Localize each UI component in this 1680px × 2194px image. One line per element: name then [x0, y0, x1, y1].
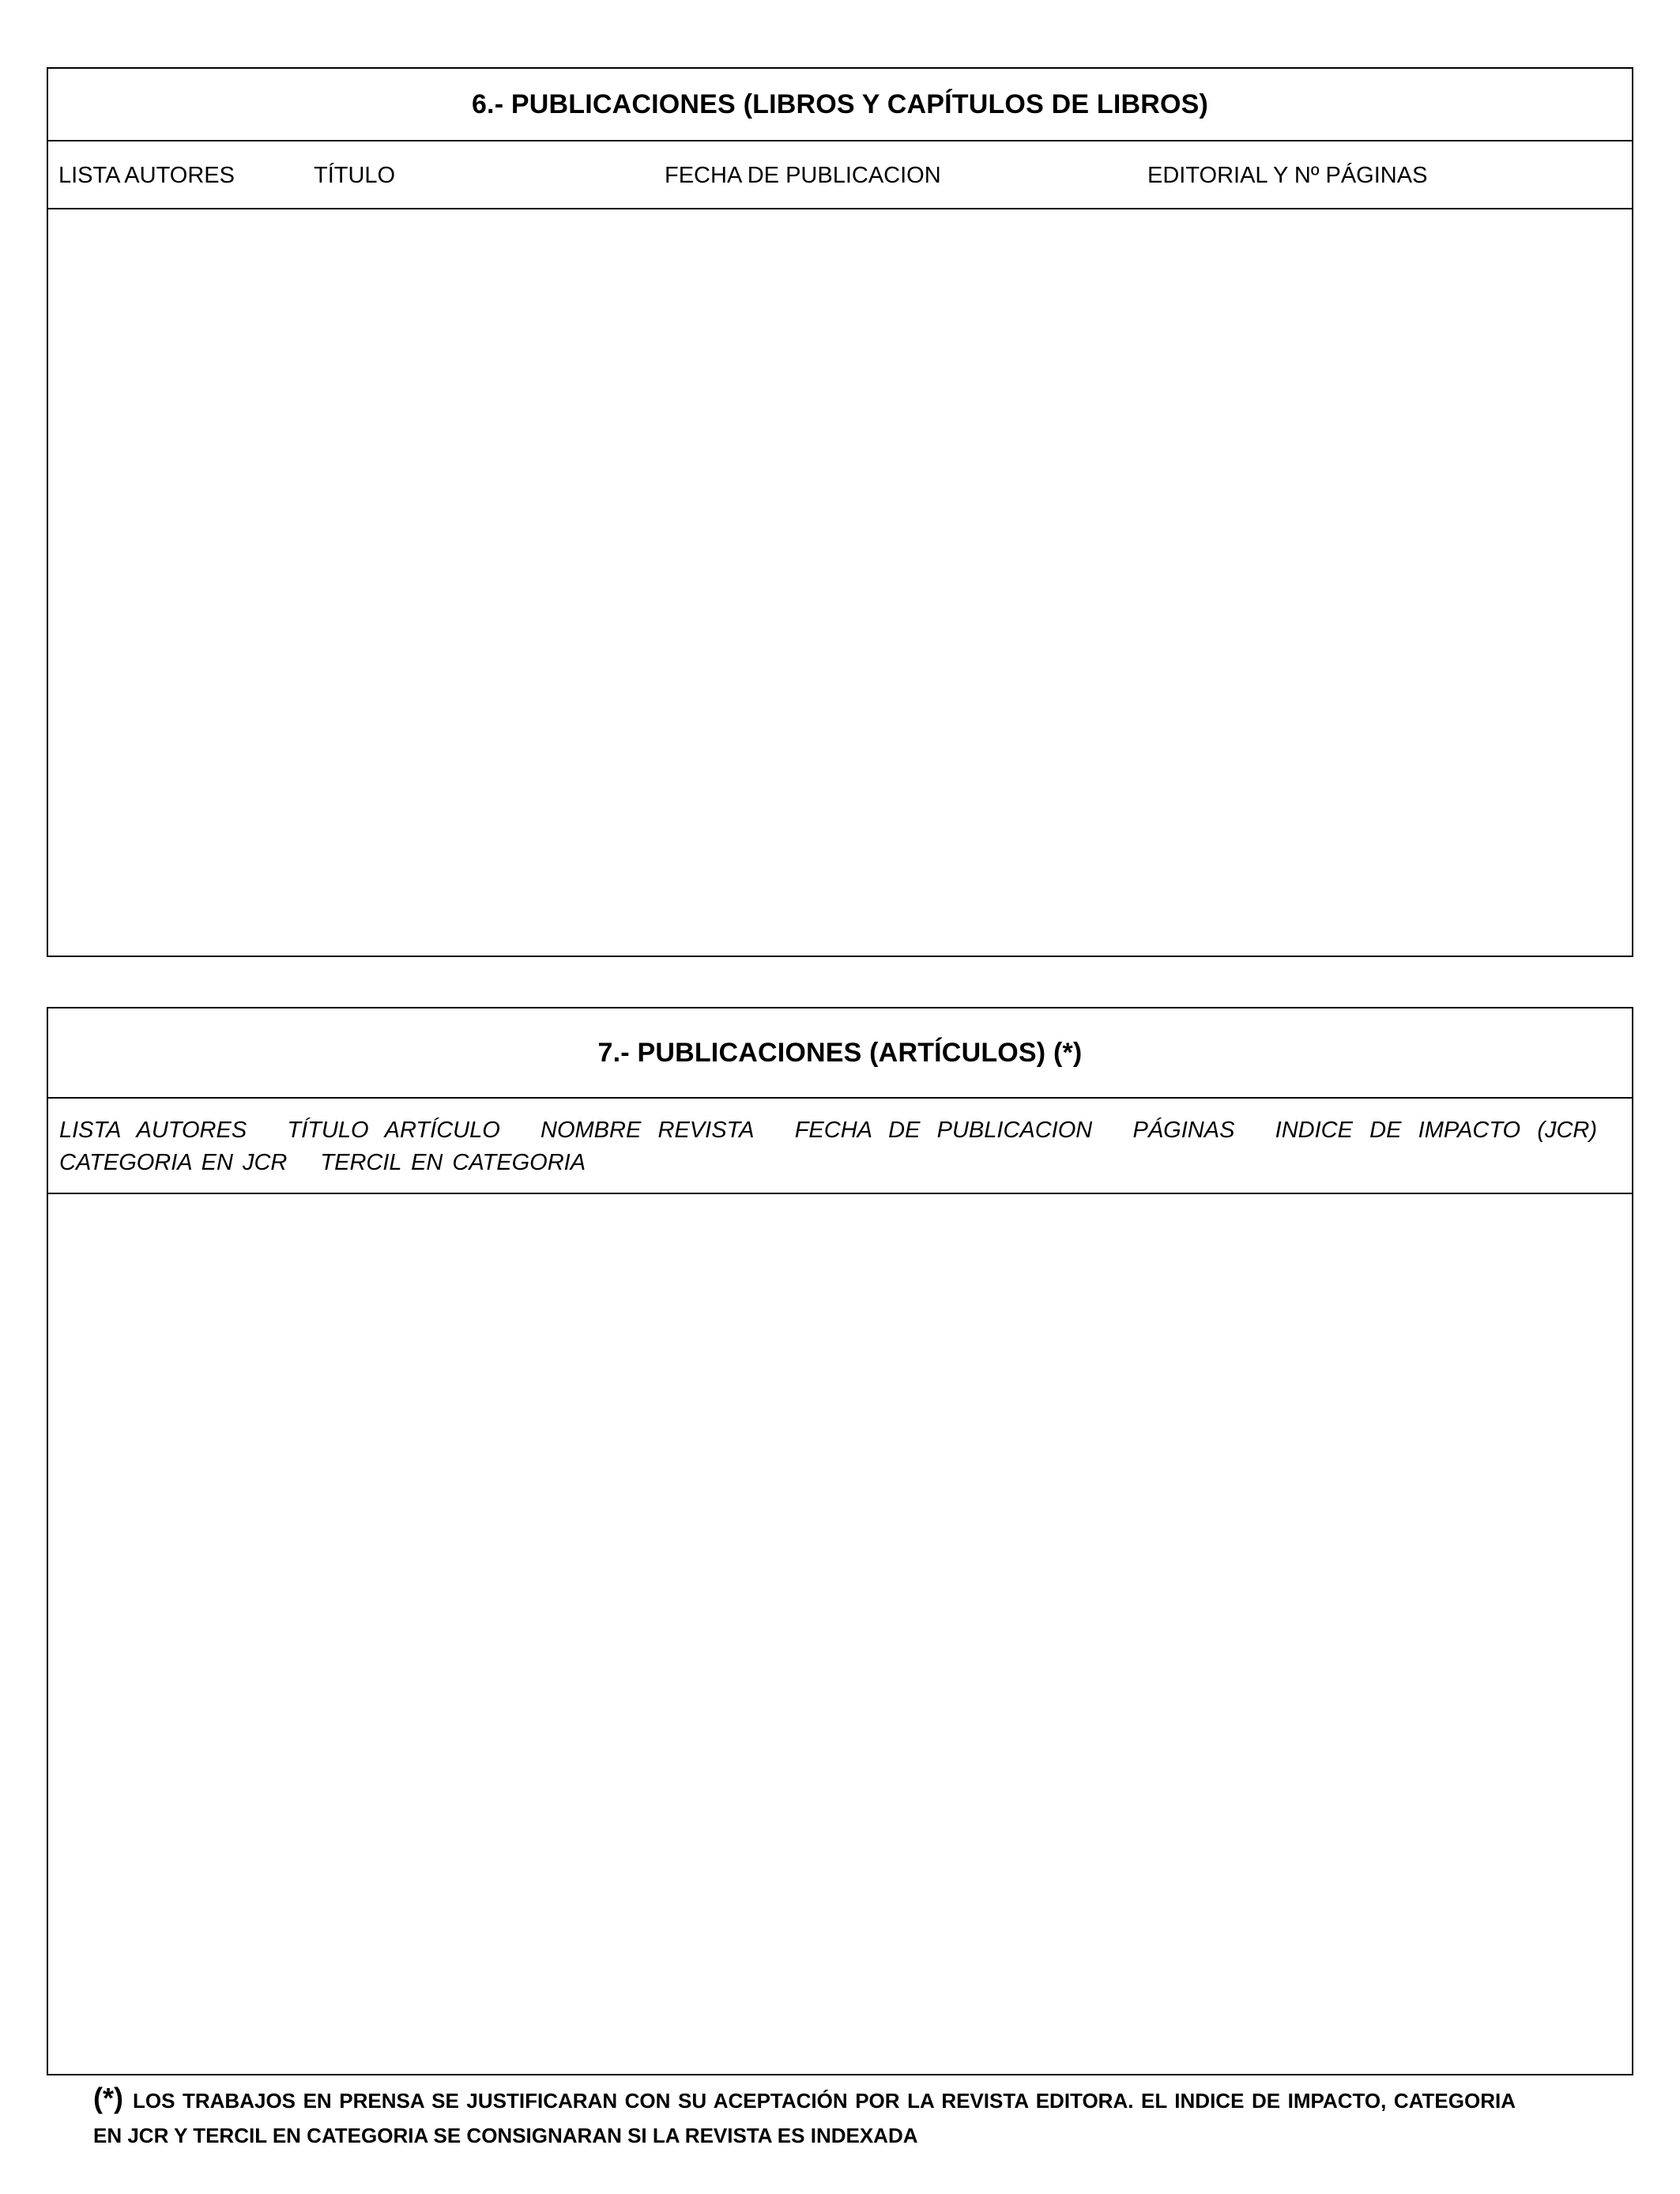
section-6-books	[47, 67, 1633, 957]
column-header-tercil-categoria: TERCIL EN CATEGORIA	[320, 1150, 586, 1175]
section-7-articles	[47, 1007, 1633, 2075]
column-header-fecha-publicacion: FECHA DE PUBLICACION	[794, 1118, 1093, 1143]
footnote	[93, 2081, 1516, 2153]
column-header-lista-autores: LISTA AUTORES	[59, 1118, 247, 1143]
column-header-titulo: TÍTULO	[314, 163, 396, 188]
column-header-nombre-revista: NOMBRE REVISTA	[541, 1118, 755, 1143]
section-6-entry-area[interactable]	[48, 209, 1632, 956]
column-header-indice-impacto: INDICE DE IMPACTO (JCR)	[1275, 1118, 1598, 1143]
section-6-column-headers	[48, 141, 1632, 209]
footnote-mark: (*)	[93, 2082, 123, 2114]
section-7-entry-area[interactable]	[48, 1194, 1632, 2074]
column-header-titulo-articulo: TÍTULO ARTÍCULO	[287, 1118, 500, 1143]
column-header-paginas: PÁGINAS	[1132, 1118, 1235, 1143]
section-7-title: 7.- PUBLICACIONES (ARTÍCULOS) (*)	[48, 1008, 1632, 1099]
footnote-text: LOS TRABAJOS EN PRENSA SE JUSTIFICARAN CON SU ACEPTACIÓN POR LA REVISTA EDITORA. EL INDICE DE IMPACTO, CATEGORIA EN JCR Y TERCIL EN CATEGORIA SE CONSIGNARAN SI LA REVISTA ES INDEXADA	[93, 2089, 1516, 2147]
column-header-fecha-publicacion: FECHA DE PUBLICACION	[665, 163, 941, 188]
column-header-categoria-jcr: CATEGORIA EN JCR	[59, 1150, 288, 1175]
column-header-editorial-paginas: EDITORIAL Y Nº PÁGINAS	[1147, 163, 1428, 188]
section-6-title: 6.- PUBLICACIONES (LIBROS Y CAPÍTULOS DE LIBROS)	[48, 69, 1632, 141]
section-7-column-headers	[48, 1099, 1632, 1194]
column-header-lista-autores: LISTA AUTORES	[58, 163, 235, 188]
